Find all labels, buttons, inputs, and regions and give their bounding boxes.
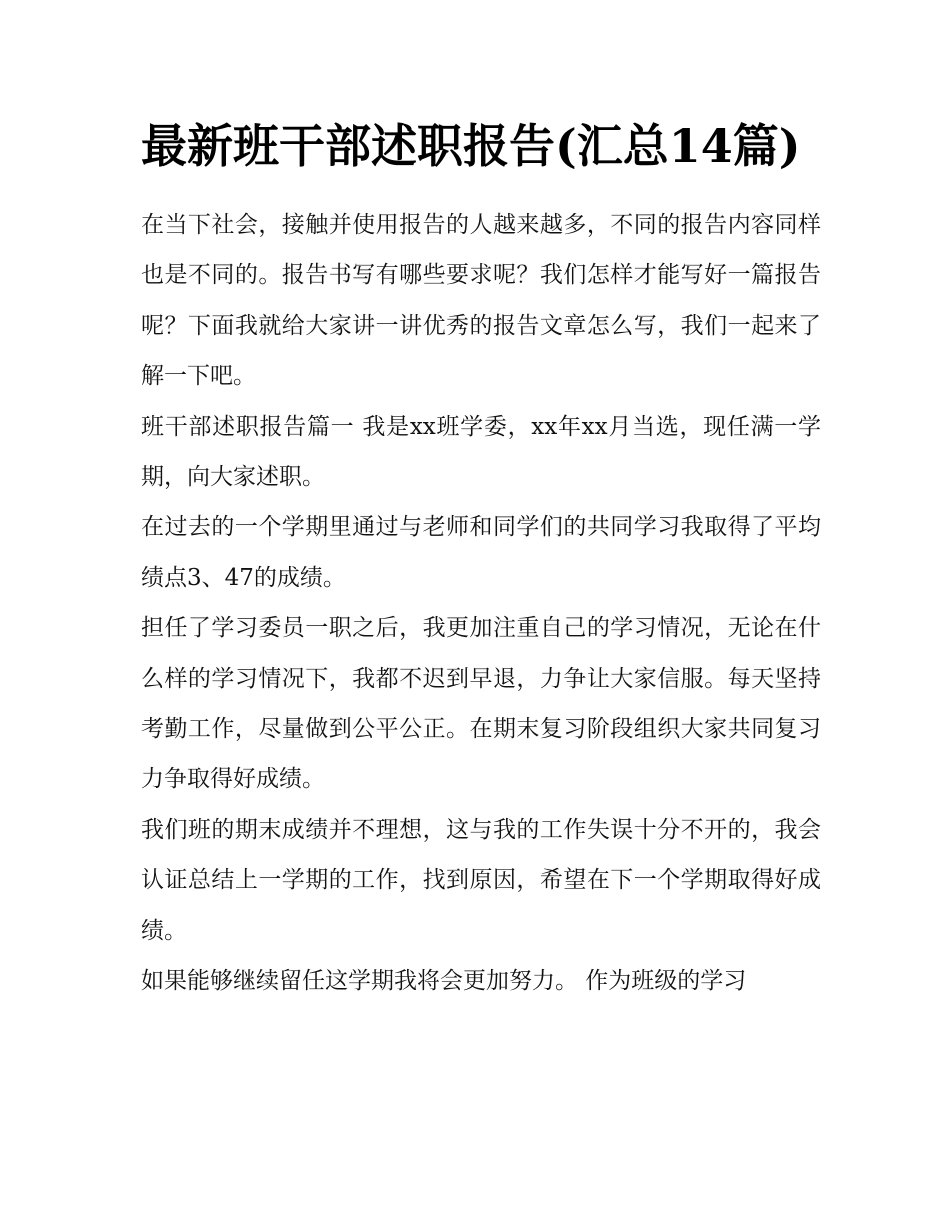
document-content	[141, 112, 821, 1007]
paragraph-continuation: 如果能够继续留任这学期我将会更加努力。 作为班级的学习	[141, 968, 747, 995]
paragraph-grades: 在过去的一个学期里通过与老师和同学们的共同学习我取得了平均绩点3、47的成绩。	[141, 514, 821, 591]
document-body	[141, 200, 821, 1007]
paragraph-intro: 在当下社会，接触并使用报告的人越来越多，不同的报告内容同样也是不同的。报告书写有哪些要求呢？我们怎样才能写好一篇报告呢？下面我就给大家讲一讲优秀的报告文章怎么写，我们一起来了解一下吧。	[141, 212, 821, 390]
paragraph-reflection: 我们班的期末成绩并不理想，这与我的工作失误十分不开的，我会认证总结上一学期的工作，找到原因，希望在下一个学期取得好成绩。	[141, 816, 821, 944]
paragraph-section-one-opening: 班干部述职报告篇一 我是xx班学委，xx年xx月当选，现任满一学期，向大家述职。	[141, 413, 821, 491]
document-title: 最新班干部述职报告(汇总14篇)	[141, 119, 801, 173]
paragraph-duties: 担任了学习委员一职之后，我更加注重自己的学习情况，无论在什么样的学习情况下，我都不迟到早退，力争让大家信服。每天坚持考勤工作，尽量做到公平公正。在期末复习阶段组织大家共同复习力争取得好成绩。	[141, 615, 821, 793]
